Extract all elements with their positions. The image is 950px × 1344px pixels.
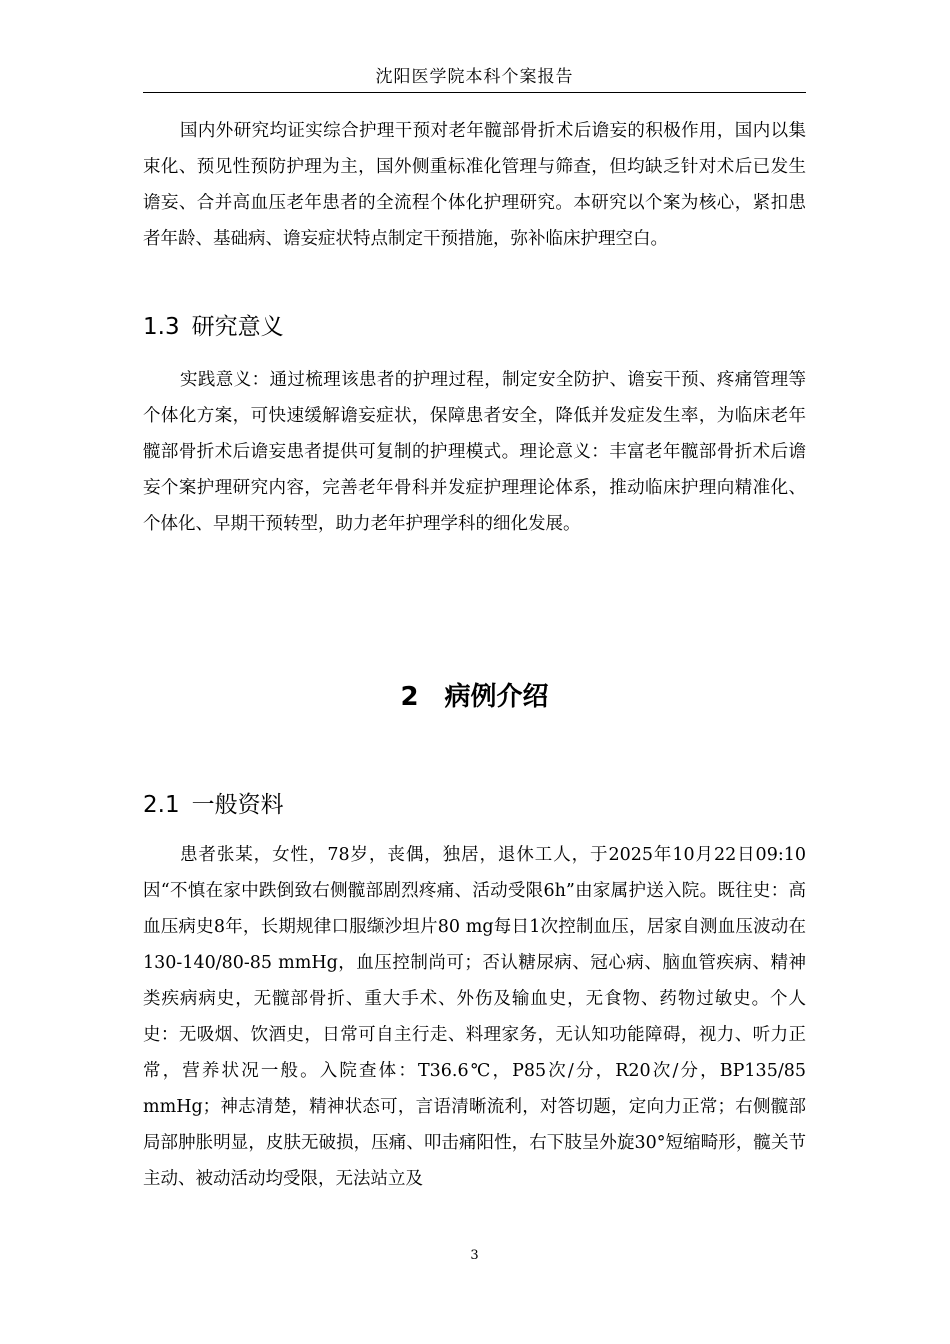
section-heading-2-1	[143, 789, 284, 821]
paragraph-general-info: 患者张某，女性，78岁，丧偶，独居，退休工人，于2025年10月22日09:10因“不慎在家中跌倒致右侧髋部剧烈疼痛、活动受限6h”由家属护送入院。既往史：高血压病史8年，长期规律口服缬沙坦片80 mg每日1次控制血压，居家自测血压波动在130-140/80-85 mmHg，血压控制尚可；否认糖尿病、冠心病、脑血管疾病、精神类疾病病史，无髋部骨折、重大手术、外伤及输血史，无食物、药物过敏史。个人史：无吸烟、饮酒史，日常可自主行走、料理家务，无认知功能障碍，视力、听力正常，营养状况一般。入院查体：T36.6℃，P85次/分，R20次/分，BP135/85 mmHg；神志清楚，精神状态可，言语清晰流利，对答切题，定向力正常；右侧髋部局部肿胀明显，皮肤无破损，压痛、叩击痛阳性，右下肢呈外旋30°短缩畸形，髋关节主动、被动活动均受限，无法站立及	[143, 845, 806, 1189]
section-title: 一般资料	[191, 792, 284, 818]
section-number: 1.3	[143, 314, 180, 340]
page-number: 3	[470, 1248, 479, 1263]
section-heading-1-3	[143, 311, 284, 343]
section-title: 研究意义	[191, 314, 284, 340]
paragraph-significance: 实践意义：通过梳理该患者的护理过程，制定安全防护、谵妄干预、疼痛管理等个体化方案，可快速缓解谵妄症状，保障患者安全，降低并发症发生率，为临床老年髋部骨折术后谵妄患者提供可复制的护理模式。理论意义：丰富老年髋部骨折术后谵妄个案护理研究内容，完善老年骨科并发症护理理论体系，推动临床护理向精准化、个体化、早期干预转型，助力老年护理学科的细化发展。	[143, 370, 806, 534]
header-title: 沈阳医学院本科个案报告	[375, 67, 574, 87]
chapter-title: 病例介绍	[444, 682, 549, 712]
chapter-heading-2	[143, 679, 806, 715]
section-number: 2.1	[143, 792, 180, 818]
paragraph-research-status: 国内外研究均证实综合护理干预对老年髋部骨折术后谵妄的积极作用，国内以集束化、预见性预防护理为主，国外侧重标准化管理与筛查，但均缺乏针对术后已发生谵妄、合并高血压老年患者的全流程个体化护理研究。本研究以个案为核心，紧扣患者年龄、基础病、谵妄症状特点制定干预措施，弥补临床护理空白。	[143, 121, 806, 249]
page-header	[143, 62, 806, 93]
chapter-number: 2	[400, 682, 419, 712]
